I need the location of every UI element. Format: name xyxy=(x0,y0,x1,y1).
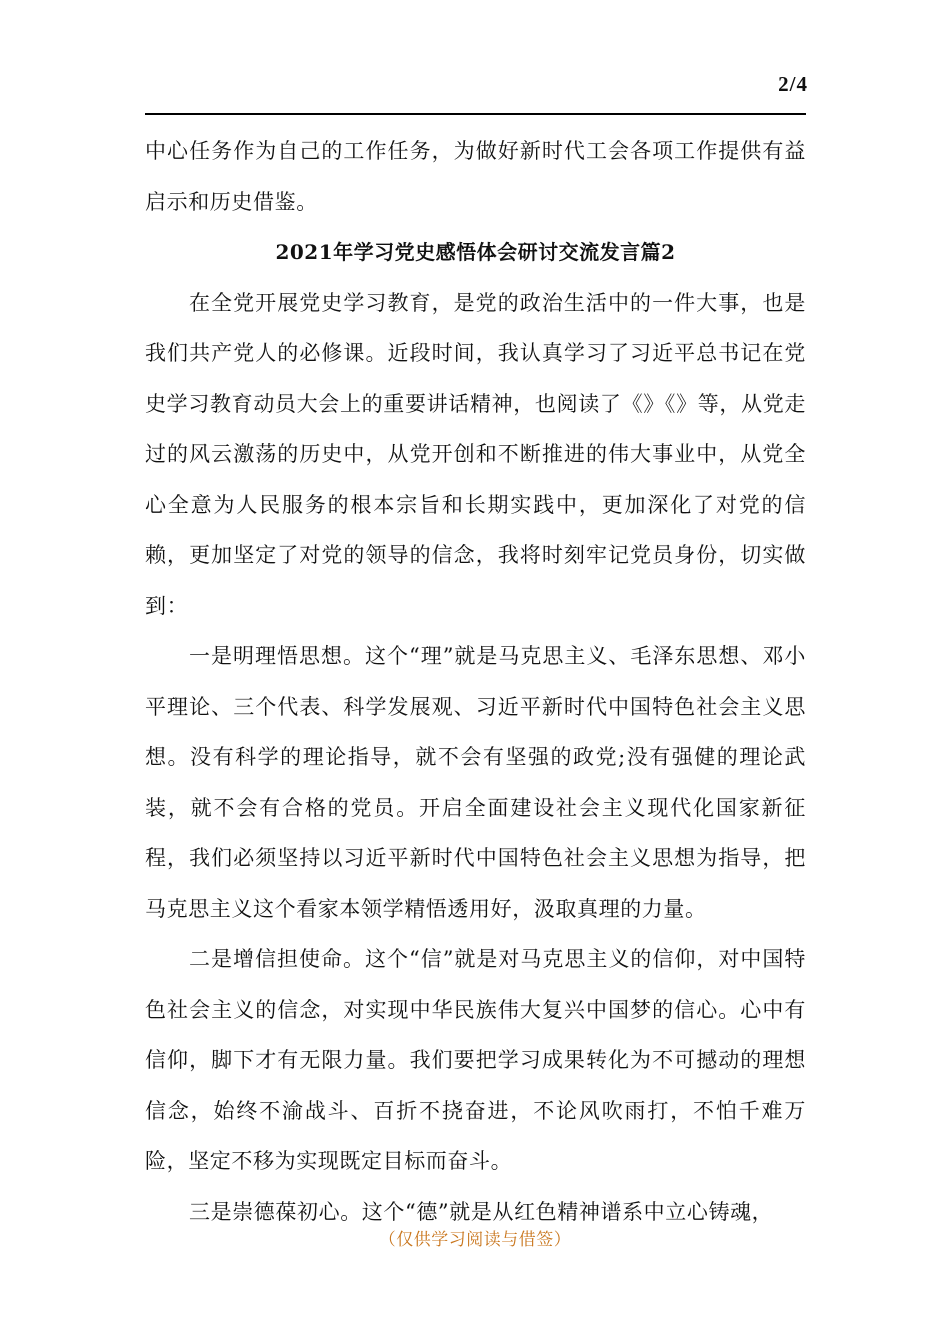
body-paragraph: 一是明理悟思想。这个“理”就是马克思主义、毛泽东思想、邓小平理论、三个代表、科学发展观、习近平新时代中国特色社会主义思想。没有科学的理论指导，就不会有坚强的政党;没有强健的理论武装，就不会有合格的党员。开启全面建设社会主义现代化国家新征程，我们必须坚持以习近平新时代中国特色社会主义思想为指导，把马克思主义这个看家本领学精悟透用好，汲取真理的力量。 xyxy=(145,644,806,921)
page-number: 2/4 xyxy=(778,72,808,96)
continuation-paragraph: 中心任务作为自己的工作任务，为做好新时代工会各项工作提供有益启示和历史借鉴。 xyxy=(145,139,806,214)
footer-note: （仅供学习阅读与借签） xyxy=(378,1230,572,1250)
body-paragraph: 三是崇德葆初心。这个“德”就是从红色精神谱系中立心铸魂， xyxy=(189,1199,774,1224)
body-paragraph: 在全党开展党史学习教育，是党的政治生活中的一件大事，也是我们共产党人的必修课。近段时间，我认真学习了习近平总书记在党史学习教育动员大会上的重要讲话精神，也阅读了《》《》等，从党走过的风云激荡的历史中，从党开创和不断推进的伟大事业中，从党全心全意为人民服务的根本宗旨和长期实践中，更加深化了对党的信赖，更加坚定了对党的领导的信念，我将时刻牢记党员身份，切实做到： xyxy=(145,290,806,618)
body-paragraph: 二是增信担使命。这个“信”就是对马克思主义的信仰，对中国特色社会主义的信念，对实现中华民族伟大复兴中国梦的信心。心中有信仰，脚下才有无限力量。我们要把学习成果转化为不可撼动的理想信念，始终不渝战斗、百折不挠奋进，不论风吹雨打，不怕千难万险，坚定不移为实现既定目标而奋斗。 xyxy=(145,947,806,1173)
header-rule xyxy=(145,113,806,115)
document-body xyxy=(145,126,806,1237)
section-title: 2021年学习党史感悟体会研讨交流发言篇2 xyxy=(275,240,676,264)
